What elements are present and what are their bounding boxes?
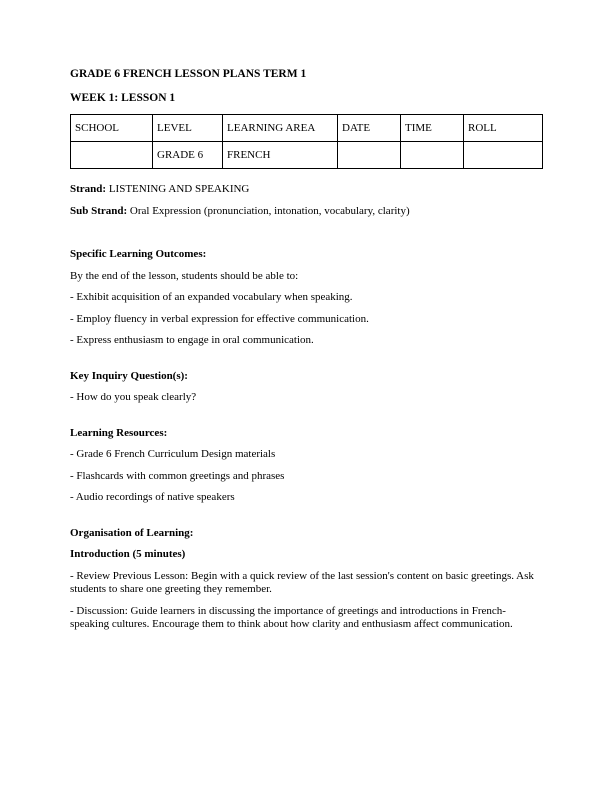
outcome-item: - Employ fluency in verbal expression for effective communication. — [70, 312, 369, 325]
strand-line — [70, 183, 542, 197]
organisation-paragraph: - Discussion: Guide learners in discussing the importance of greetings and introductions in French-speaking cultures. Encourage them to think about how clarity and enthusiasm affect communication. — [70, 604, 513, 630]
table-value-row — [71, 142, 543, 169]
resource-item: - Audio recordings of native speakers — [70, 491, 235, 503]
table-cell-time — [401, 142, 464, 169]
sub-strand-line — [70, 205, 542, 219]
document-title: GRADE 6 FRENCH LESSON PLANS TERM 1 — [70, 68, 307, 80]
sub-strand-label: Sub Strand: — [70, 204, 128, 217]
table-cell-learning-area: FRENCH — [223, 142, 338, 169]
strand-text: LISTENING AND SPEAKING — [108, 183, 250, 195]
lesson-info-table — [70, 114, 543, 169]
table-header-time: TIME — [401, 115, 464, 142]
organisation-paragraph: - Review Previous Lesson: Begin with a quick review of the last session's content on basic greetings. Ask students to share one greeting they remember. — [70, 569, 534, 595]
key-inquiry-item: - How do you speak clearly? — [70, 391, 197, 403]
introduction-heading: Introduction (5 minutes) — [70, 548, 186, 560]
outcome-item: - Exhibit acquisition of an expanded vocabulary when speaking. — [70, 291, 353, 303]
table-cell-school — [71, 142, 153, 169]
table-header-row — [71, 115, 543, 142]
week-lesson-heading: WEEK 1: LESSON 1 — [70, 92, 176, 104]
outcome-item: - Express enthusiasm to engage in oral communication. — [70, 334, 314, 346]
organisation-heading: Organisation of Learning: — [70, 526, 194, 539]
table-cell-date — [338, 142, 401, 169]
table-header-school: SCHOOL — [71, 115, 153, 142]
key-inquiry-heading: Key Inquiry Question(s): — [70, 369, 188, 382]
strand-label: Strand: — [70, 183, 107, 195]
resource-item: - Grade 6 French Curriculum Design materials — [70, 448, 276, 460]
table-header-learning-area: LEARNING AREA — [223, 115, 338, 142]
sub-strand-text: Oral Expression (pronunciation, intonation, vocabulary, clarity) — [129, 204, 410, 217]
outcomes-intro: By the end of the lesson, students should be able to: — [70, 269, 299, 282]
table-header-level: LEVEL — [153, 115, 223, 142]
resources-heading: Learning Resources: — [70, 426, 168, 439]
table-header-roll: ROLL — [464, 115, 543, 142]
table-header-date: DATE — [338, 115, 401, 142]
outcomes-heading: Specific Learning Outcomes: — [70, 248, 207, 260]
resource-item: - Flashcards with common greetings and phrases — [70, 469, 285, 482]
table-cell-level: GRADE 6 — [153, 142, 223, 169]
table-cell-roll — [464, 142, 543, 169]
